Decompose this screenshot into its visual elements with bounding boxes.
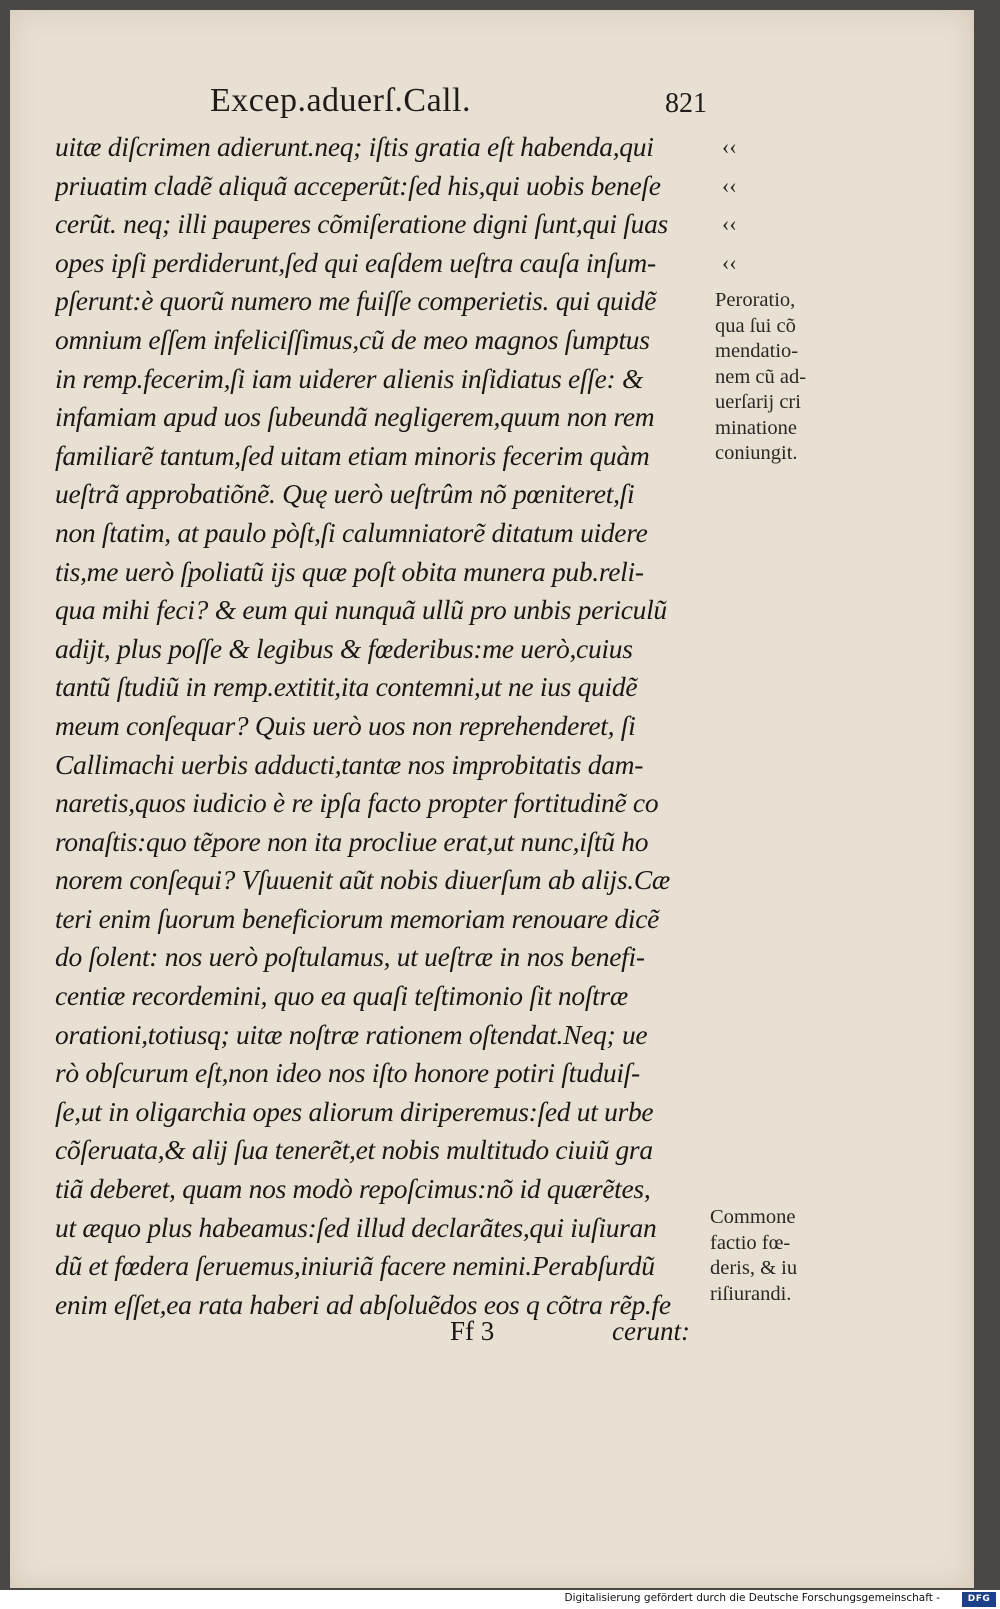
text-line: ut æquo plus habeamus:ſed illud declarãtes,qui iuſiuran bbox=[55, 1211, 657, 1243]
text-line: norem conſequi? Vſuuenit aũt nobis diuerſum ab alijs.Cæ bbox=[55, 864, 670, 896]
text-line: orationi,totiusq; uitæ noſtræ rationem oſtendat.Neq; ue bbox=[55, 1018, 648, 1050]
text-line: rò obſcurum eſt,non ideo nos iſto honore potiri ſtuduiſ- bbox=[55, 1057, 640, 1089]
margin-line: qua ſui cõ bbox=[715, 314, 796, 337]
text-line: uitæ diſcrimen adierunt.neq; iſtis gratia eſt habenda,qui bbox=[55, 131, 654, 162]
quote-mark: ‹‹ bbox=[722, 249, 737, 275]
body-text bbox=[55, 128, 710, 1324]
running-head: Excep.aduerſ.Call. bbox=[210, 82, 472, 119]
quotation-marks bbox=[722, 128, 752, 282]
digitization-credit: Digitalisierung gefördert durch die Deutsche Forschungsgemeinschaft - bbox=[564, 1592, 940, 1604]
marginal-note-peroratio bbox=[715, 288, 845, 467]
margin-line: nem cũ ad- bbox=[715, 365, 807, 388]
text-line: tantũ ſtudiũ in remp.extitit,ita contemni,ut ne ius quidẽ bbox=[55, 671, 638, 703]
text-line: Callimachi uerbis adducti,tantæ nos improbitatis dam- bbox=[55, 748, 644, 780]
text-line: ſe,ut in oligarchia opes aliorum diriperemus:ſed ut urbe bbox=[55, 1095, 654, 1127]
text-line: enim eſſet,ea rata haberi ad abſoluẽdos eos q cõtra rẽp.fe bbox=[55, 1288, 671, 1320]
text-line: non ſtatim, at paulo pòſt,ſi calumniatorẽ ditatum uidere bbox=[55, 516, 648, 548]
text-line: centiæ recordemini, quo ea quaſi teſtimonio ſit noſtræ bbox=[55, 980, 628, 1012]
text-line: cõſeruata,& alij ſua tenerẽt,et nobis multitudo ciuiũ gra bbox=[55, 1134, 653, 1166]
margin-line: Peroratio, bbox=[715, 289, 796, 311]
margin-line: minatione bbox=[715, 416, 797, 439]
text-line: in remp.fecerim,ſi iam uiderer alienis inſidiatus eſſe: & bbox=[55, 362, 644, 394]
text-line: pſerunt:è quorũ numero me fuiſſe comperietis. qui quidẽ bbox=[55, 285, 657, 317]
catchword: cerunt: bbox=[612, 1316, 690, 1346]
margin-line: factio fœ- bbox=[710, 1231, 791, 1254]
margin-line: coniungit. bbox=[715, 442, 798, 464]
text-line: infamiam apud uos ſubeundã negligerem,quum non rem bbox=[55, 401, 655, 433]
margin-line: uerſarij cri bbox=[715, 391, 801, 413]
page-number: 821 bbox=[665, 88, 707, 119]
text-line: dũ et fœdera ſeruemus,iniuriã facere nemini.Perabſurdũ bbox=[55, 1250, 655, 1282]
quote-mark: ‹‹ bbox=[722, 172, 737, 198]
marginal-note-commonefactio bbox=[710, 1205, 840, 1307]
text-line: tiã deberet, quam nos modò repoſcimus:nõ id quærẽtes, bbox=[55, 1173, 651, 1205]
margin-line: mendatio- bbox=[715, 340, 799, 362]
text-line: adijt, plus poſſe & legibus & fœderibus:me uerò,cuius bbox=[55, 632, 633, 664]
margin-line: deris, & iu bbox=[710, 1257, 798, 1279]
text-line: ronaſtis:quo tẽpore non ita procliue erat,ut nunc,iſtũ ho bbox=[55, 825, 649, 857]
margin-line: riſiurandi. bbox=[710, 1282, 792, 1305]
text-line: meum conſequar? Quis uerò uos non reprehenderet, ſi bbox=[55, 709, 636, 741]
text-line: qua mihi feci? & eum qui nunquã ullũ pro unbis periculũ bbox=[55, 594, 667, 626]
signature-mark: Ff 3 bbox=[450, 1316, 495, 1346]
text-line: tis,me uerò ſpoliatũ ijs quæ poſt obita munera pub.reli- bbox=[55, 555, 644, 587]
text-line: opes ipſi perdiderunt,ſed qui eaſdem ueſtra cauſa inſum- bbox=[55, 246, 656, 278]
text-line: do ſolent: nos uerò poſtulamus, ut ueſtræ in nos benefi- bbox=[55, 941, 645, 973]
margin-line: Commone bbox=[710, 1206, 796, 1228]
text-line: teri enim ſuorum beneficiorum memoriam renouare dicẽ bbox=[55, 902, 660, 934]
dfg-logo: DFG bbox=[962, 1592, 996, 1607]
text-line: priuatim cladẽ aliquã acceperũt:ſed his,qui uobis beneſe bbox=[55, 169, 661, 201]
quote-mark: ‹‹ bbox=[722, 211, 737, 237]
text-line: omnium eſſem infeliciſſimus,cũ de meo magnos ſumptus bbox=[55, 323, 650, 355]
text-line: familiarẽ tantum,ſed uitam etiam minoris fecerim quàm bbox=[55, 439, 650, 471]
text-line: cerũt. neq; illi pauperes cõmiſeratione digni ſunt,qui ſuas bbox=[55, 208, 668, 240]
text-line: ueſtrã approbatiõnẽ. Quę uerò ueſtrûm nõ pœniteret,ſi bbox=[55, 478, 635, 510]
quote-mark: ‹‹ bbox=[722, 134, 737, 159]
text-line: naretis,quos iudicio è re ipſa facto propter fortitudinẽ co bbox=[55, 787, 659, 819]
